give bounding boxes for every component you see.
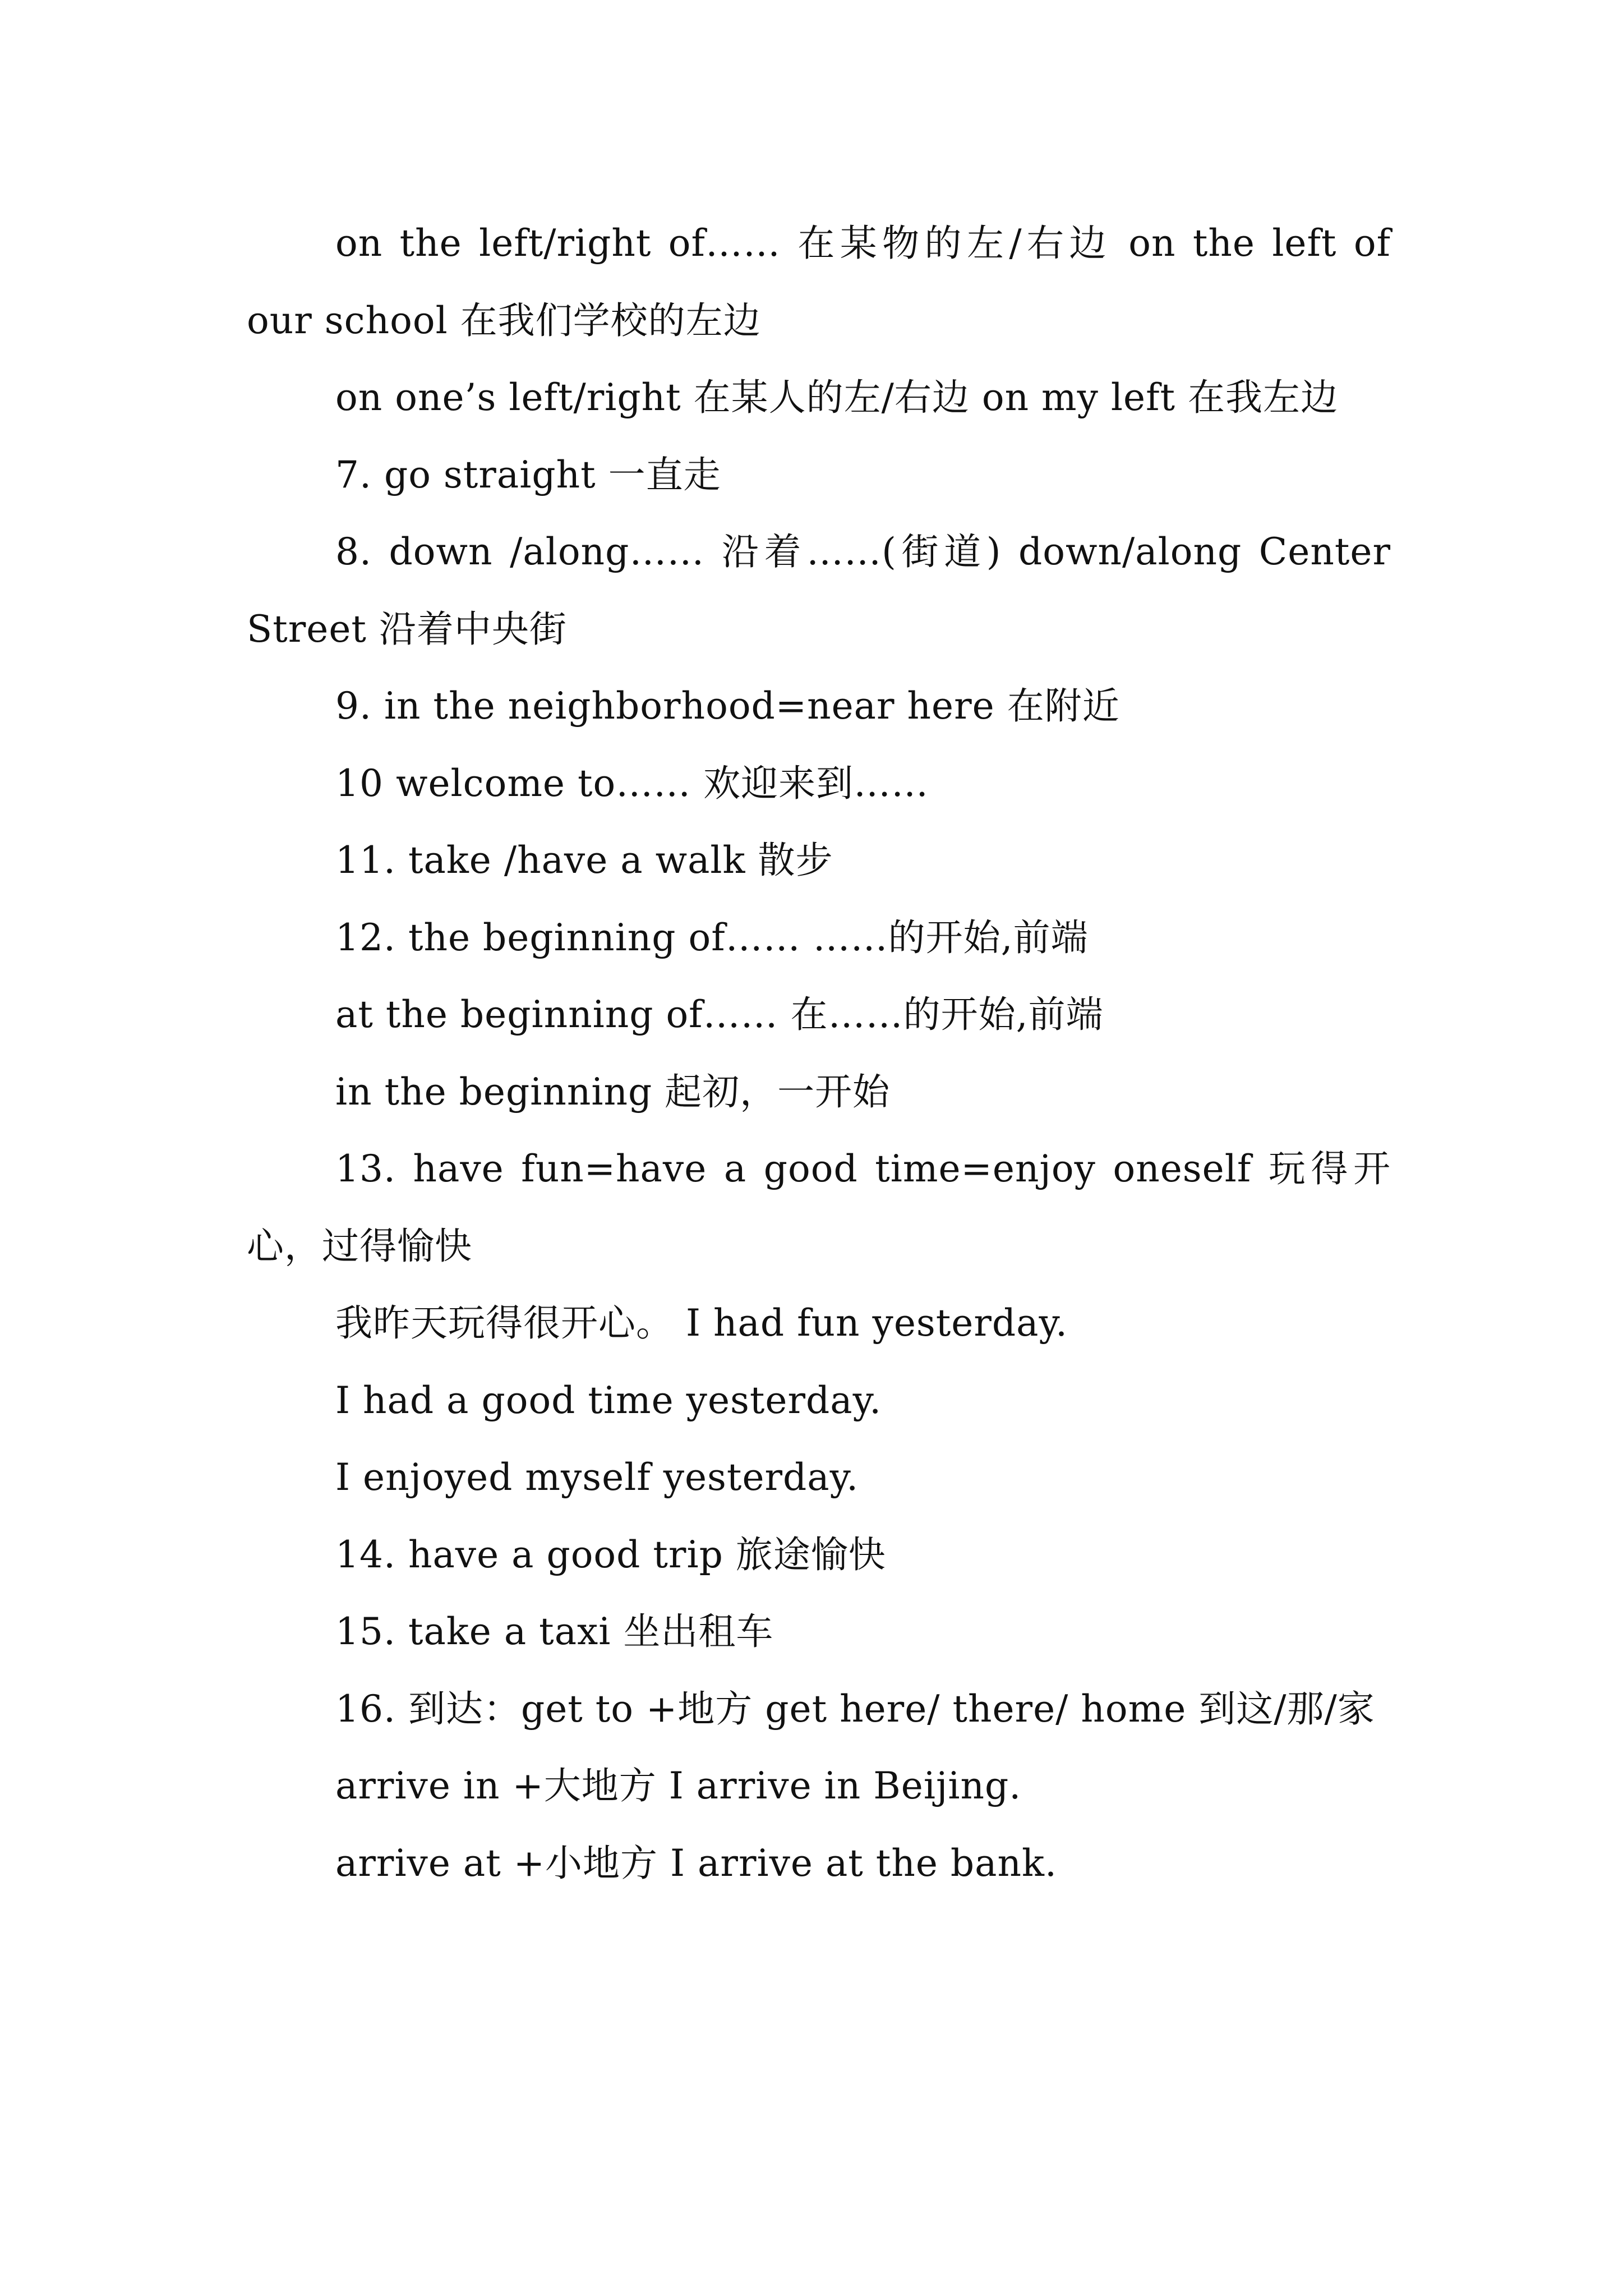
paragraph: 11. take /have a walk 散步 bbox=[335, 839, 833, 882]
paragraph: at the beginning of…… 在……的开始,前端 bbox=[335, 993, 1104, 1036]
paragraph: 8. down /along…… 沿着……(街道) down/along Center Street 沿着中央街 bbox=[247, 530, 1391, 651]
paragraph: 15. take a taxi 坐出租车 bbox=[335, 1610, 774, 1653]
paragraph: 9. in the neighborhood=near here 在附近 bbox=[335, 684, 1120, 728]
paragraph: on one’s left/right 在某人的左/右边 on my left 在我左边 bbox=[335, 376, 1339, 419]
paragraph: in the beginning 起初，一开始 bbox=[335, 1070, 891, 1114]
paragraph: 我昨天玩得很开心。 I had fun yesterday. bbox=[335, 1301, 1068, 1345]
document-body bbox=[247, 205, 1391, 1902]
paragraph: arrive in +大地方 I arrive in Beijing. bbox=[335, 1764, 1022, 1807]
paragraph: 12. the beginning of…… ……的开始,前端 bbox=[335, 915, 1089, 959]
paragraph: 14. have a good trip 旅途愉快 bbox=[335, 1533, 886, 1576]
paragraph: 10 welcome to…… 欢迎来到…… bbox=[335, 761, 929, 805]
paragraph: 16. 到达：get to +地方 get here/ there/ home 到这/那/家 bbox=[335, 1687, 1375, 1731]
paragraph: on the left/right of…… 在某物的左/右边 on the left of our school 在我们学校的左边 bbox=[247, 222, 1391, 342]
paragraph: 7. go straight 一直走 bbox=[335, 453, 721, 496]
paragraph: arrive at +小地方 I arrive at the bank. bbox=[335, 1841, 1057, 1885]
paragraph: I enjoyed myself yesterday. bbox=[335, 1456, 859, 1499]
paragraph: 13. have fun=have a good time=enjoy oneself 玩得开心，过得愉快 bbox=[247, 1147, 1391, 1268]
paragraph: I had a good time yesterday. bbox=[335, 1378, 882, 1422]
